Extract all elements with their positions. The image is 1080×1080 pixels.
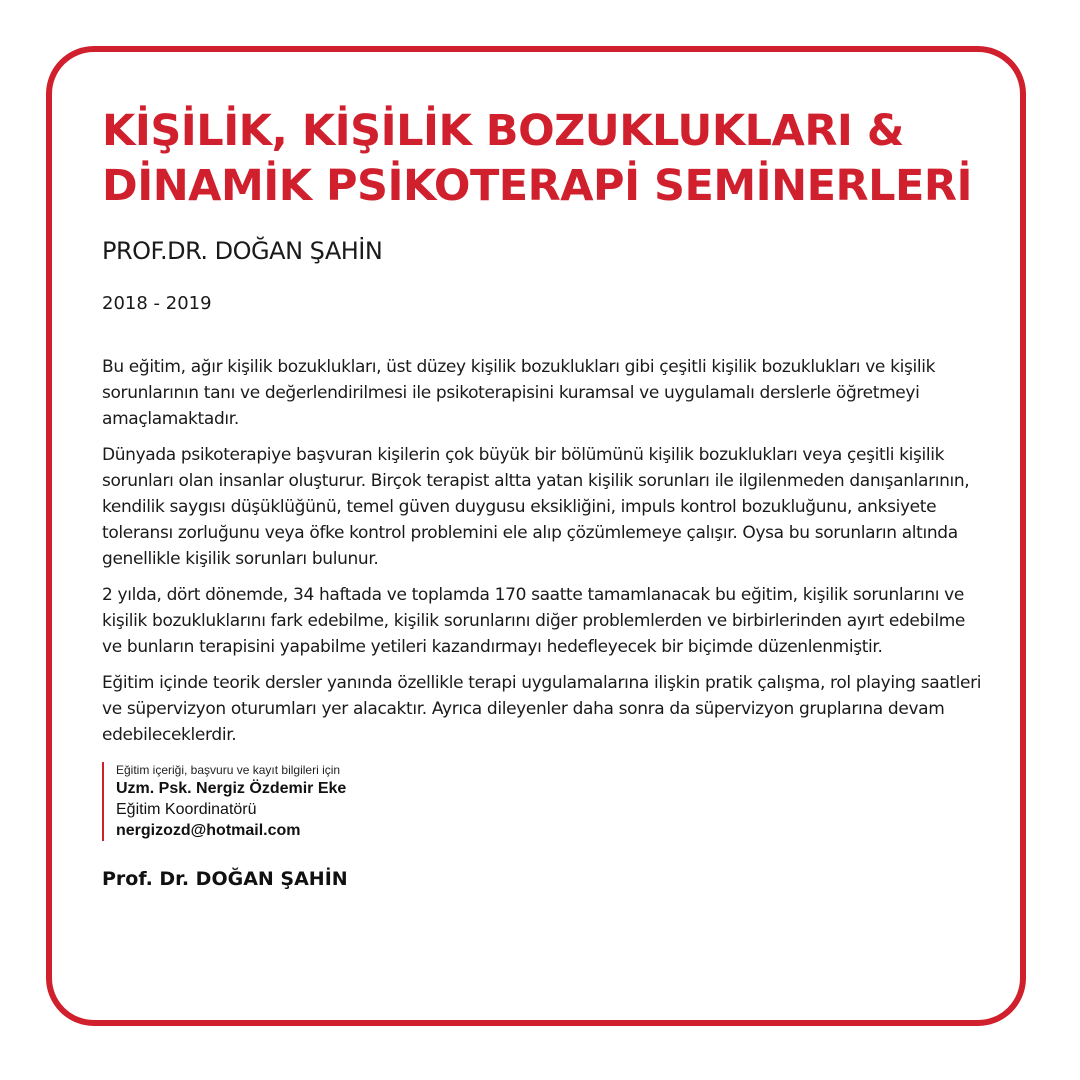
paragraph-2: Dünyada psikoterapiye başvuran kişilerin çok büyük bir bölümünü kişilik bozuklukları veya çeşitli kişilik sorunları olan insanlar oluşturur. Birçok terapist altta yatan kişilik sorunları ile ilgilenmeden danışanlarının, kendilik saygısı düşüklüğünü, temel güven duygusu eksikliğini, impuls kontrol bozukluğunu, anksiyete toleransı zorluğunu veya öfke kontrol problemini ele alıp çözümlemeye çalışır. Oysa bu sorunların altında genellikle kişilik sorunları bulunur. (102, 445, 970, 569)
contact-block (102, 762, 982, 841)
contact-role: Eğitim Koordinatörü (116, 801, 257, 818)
contact-email[interactable]: nergizozd@hotmail.com (116, 822, 301, 839)
contact-intro: Eğitim içeriği, başvuru ve kayıt bilgileri için (116, 763, 341, 777)
contact-name: Uzm. Psk. Nergiz Özdemir Eke (116, 780, 347, 797)
paragraph-3: 2 yılda, dört dönemde, 34 haftada ve toplamda 170 saatte tamamlanacak bu eğitim, kişilik sorunlarını ve kişilik bozukluklarını fark edebilme, kişilik sorunlarını diğer problemlerden ve birbirlerinden ayırt edebilme ve bunların terapisini yapabilme yetileri kazandırmayı hedefleyecek bir biçimde düzenlenmiştir. (102, 585, 966, 657)
description-body (102, 354, 982, 748)
paragraph-4: Eğitim içinde teorik dersler yanında özellikle terapi uygulamalarına ilişkin pratik çalışma, rol playing saatleri ve süpervizyon oturumları yer alacaktır. Ayrıca dileyenler daha sonra da süpervizyon gruplarına devam edebileceklerdir. (102, 673, 982, 745)
academic-years: 2018 - 2019 (102, 293, 212, 314)
title-line-1: KİŞİLİK, KİŞİLİK BOZUKLUKLARI & (102, 106, 904, 156)
author-name: PROF.DR. DOĞAN ŞAHİN (102, 237, 383, 265)
seminar-announcement (102, 104, 982, 891)
title-line-2: DİNAMİK PSİKOTERAPİ SEMİNERLERİ (102, 161, 973, 211)
signature: Prof. Dr. DOĞAN ŞAHİN (102, 868, 348, 890)
paragraph-1: Bu eğitim, ağır kişilik bozuklukları, üst düzey kişilik bozuklukları gibi çeşitli kişilik bozuklukları ve kişilik sorunlarının tanı ve değerlendirilmesi ile psikoterapisini kuramsal ve uygulamalı derslerle öğretmeyi amaçlamaktadır. (102, 357, 936, 429)
page-title (102, 104, 982, 214)
